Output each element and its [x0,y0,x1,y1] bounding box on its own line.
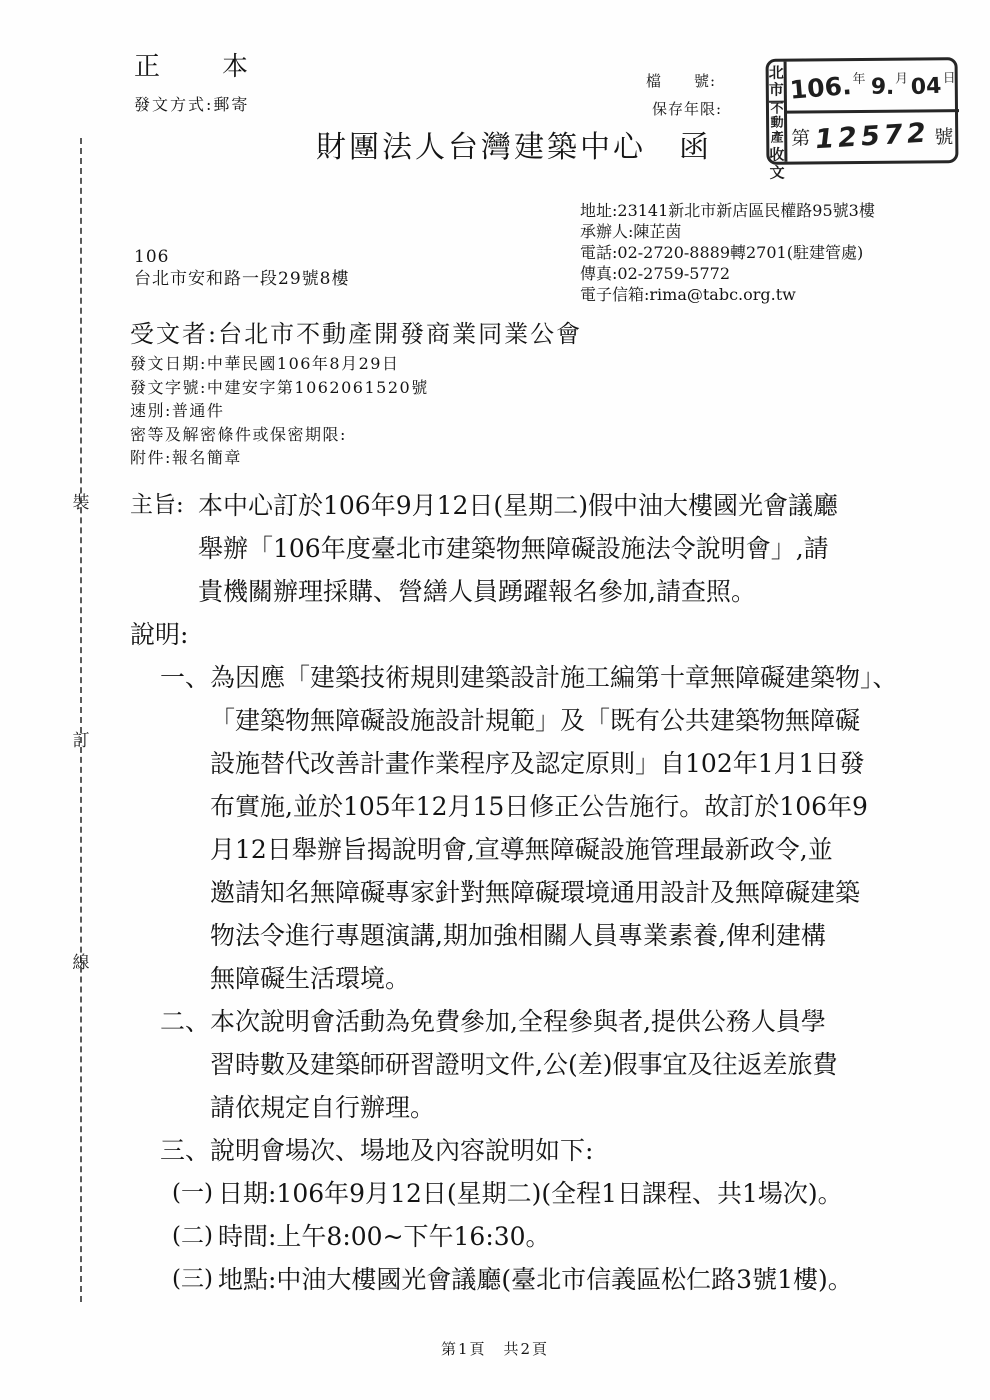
attachment-line: 附件:報名簡章 [130,448,242,467]
sub-item-text [218,1215,950,1258]
stamp-org-line: 收文 [769,145,785,182]
stamp-fields [787,60,960,161]
explanation-heading: 說明: [130,620,189,649]
sub-item-text [218,1172,950,1215]
stamp-month-handwritten: 9. [870,74,895,100]
item-text [210,1000,950,1129]
item-text [210,656,950,1000]
subject-label: 主旨: [130,492,184,518]
sender-email: 電子信箱:rima@tabc.org.tw [580,285,796,304]
stamp-number-suffix: 號 [934,125,954,148]
explanation-item-3 [130,1129,950,1172]
subject-text [198,484,950,613]
item-text [210,1129,950,1172]
stamp-day-unit: 日 [942,71,956,87]
text-line: 習時數及建築師研習證明文件,公(差)假事宜及往返差旅費 [210,1050,838,1079]
recipient-postal-code: 106 [134,247,170,267]
sender-phone: 電話:02-2720-8889轉2701(駐建管處) [580,243,864,262]
binding-dotted-line [80,138,82,1302]
stamp-org-line: 北市 [769,65,784,103]
stamp-number-row [787,112,959,161]
binding-char: 線 [72,953,90,973]
text-line: 舉辦「106年度臺北市建築物無障礙設施法令說明會」,請 [198,534,829,563]
text-line: 無障礙生活環境。 [210,964,411,993]
text-line: 時間:上午8:00~下午16:30。 [218,1222,551,1251]
document-meta-block [130,352,429,470]
sender-contact-person: 承辦人:陳芷茵 [580,222,682,241]
receipt-stamp [766,57,959,182]
retention-period-label: 保存年限: [652,100,723,118]
issue-date-line: 發文日期:中華民國106年8月29日 [130,354,400,373]
priority-line: 速別:普通件 [130,401,225,420]
sender-address-line: 地址:23141新北市新店區民權路95號3樓 [580,201,875,220]
sub-item-3 [130,1258,950,1301]
sender-fax: 傳真:02-2759-5772 [580,264,731,283]
reference-number-line: 發文字號:中建安字第1062061520號 [130,377,429,397]
item-number: 三、 [160,1136,211,1165]
sub-item-text [218,1258,950,1301]
sub-item-number: (二) [172,1223,213,1249]
sender-contact-block [580,200,875,305]
sub-item-number: (三) [172,1266,213,1292]
sub-item-2 [130,1215,950,1258]
delivery-method-label: 發文方式:郵寄 [134,95,250,114]
stamp-year-unit: 年 [852,71,866,88]
letter-body [130,484,950,1301]
explanation-item-2 [130,1000,950,1129]
text-line: 日期:106年9月12日(星期二)(全程1日課程、共1場次)。 [218,1179,843,1208]
recipient-line: 受文者:台北市不動產開發商業同業公會 [130,320,583,348]
stamp-number-prefix: 第 [791,126,811,150]
stamp-day-handwritten: 04 [910,73,943,100]
text-line: 物法令進行專題演講,期加強相關人員專業素養,俾利建構 [210,921,826,950]
stamp-number-handwritten: 12572 [813,116,932,155]
text-line: 本中心訂於106年9月12日(星期二)假中油大樓國光會議廳 [198,491,838,520]
copy-type-label: 正 本 [134,52,267,82]
stamp-year-handwritten: 106. [788,70,853,105]
explanation-item-1 [130,656,950,1000]
sub-item-1 [130,1172,950,1215]
stamp-org-column [768,62,788,182]
file-number-label: 檔 號: [646,72,717,90]
item-number: 二、 [160,1007,211,1036]
recipient-mailing-address [134,246,349,290]
item-number: 一、 [160,663,211,692]
document-title: 財團法人台灣建築中心 函 [316,130,712,165]
recipient-street-address: 台北市安和路一段29號8樓 [134,269,350,289]
stamp-date-row [787,60,959,114]
binding-char: 訂 [72,731,90,751]
stamp-month-unit: 月 [895,71,909,87]
text-line: 設施替代改善計畫作業程序及認定原則」自102年1月1日發 [210,749,865,778]
classification-line: 密等及解密條件或保密期限: [130,424,347,444]
stamp-org-line: 不動產 [770,101,783,147]
text-line: 「建築物無障礙設施設計規範」及「既有公共建築物無障礙 [210,706,861,735]
sub-item-number: (一) [172,1180,213,1206]
text-line: 邀請知名無障礙專家針對無障礙環境通用設計及無障礙建築 [210,878,861,907]
text-line: 本次說明會活動為免費參加,全程參與者,提供公務人員學 [210,1007,826,1036]
text-line: 說明會場次、場地及內容說明如下: [210,1136,594,1165]
text-line: 布實施,並於105年12月15日修正公告施行。故訂於106年9 [210,792,868,821]
text-line: 地點:中油大樓國光會議廳(臺北市信義區松仁路3號1樓)。 [218,1265,853,1294]
text-line: 貴機關辦理採購、營繕人員踴躍報名參加,請查照。 [198,577,756,606]
page-number-footer: 第1頁 共2頁 [440,1340,550,1358]
text-line: 月12日舉辦旨揭說明會,宣導無障礙設施管理最新政令,並 [210,835,833,864]
text-line: 為因應「建築技術規則建築設計施工編第十章無障礙建築物」、 [210,663,898,692]
binding-char: 裝 [72,493,90,513]
subject-paragraph [130,484,950,613]
text-line: 請依規定自行辦理。 [210,1093,436,1122]
